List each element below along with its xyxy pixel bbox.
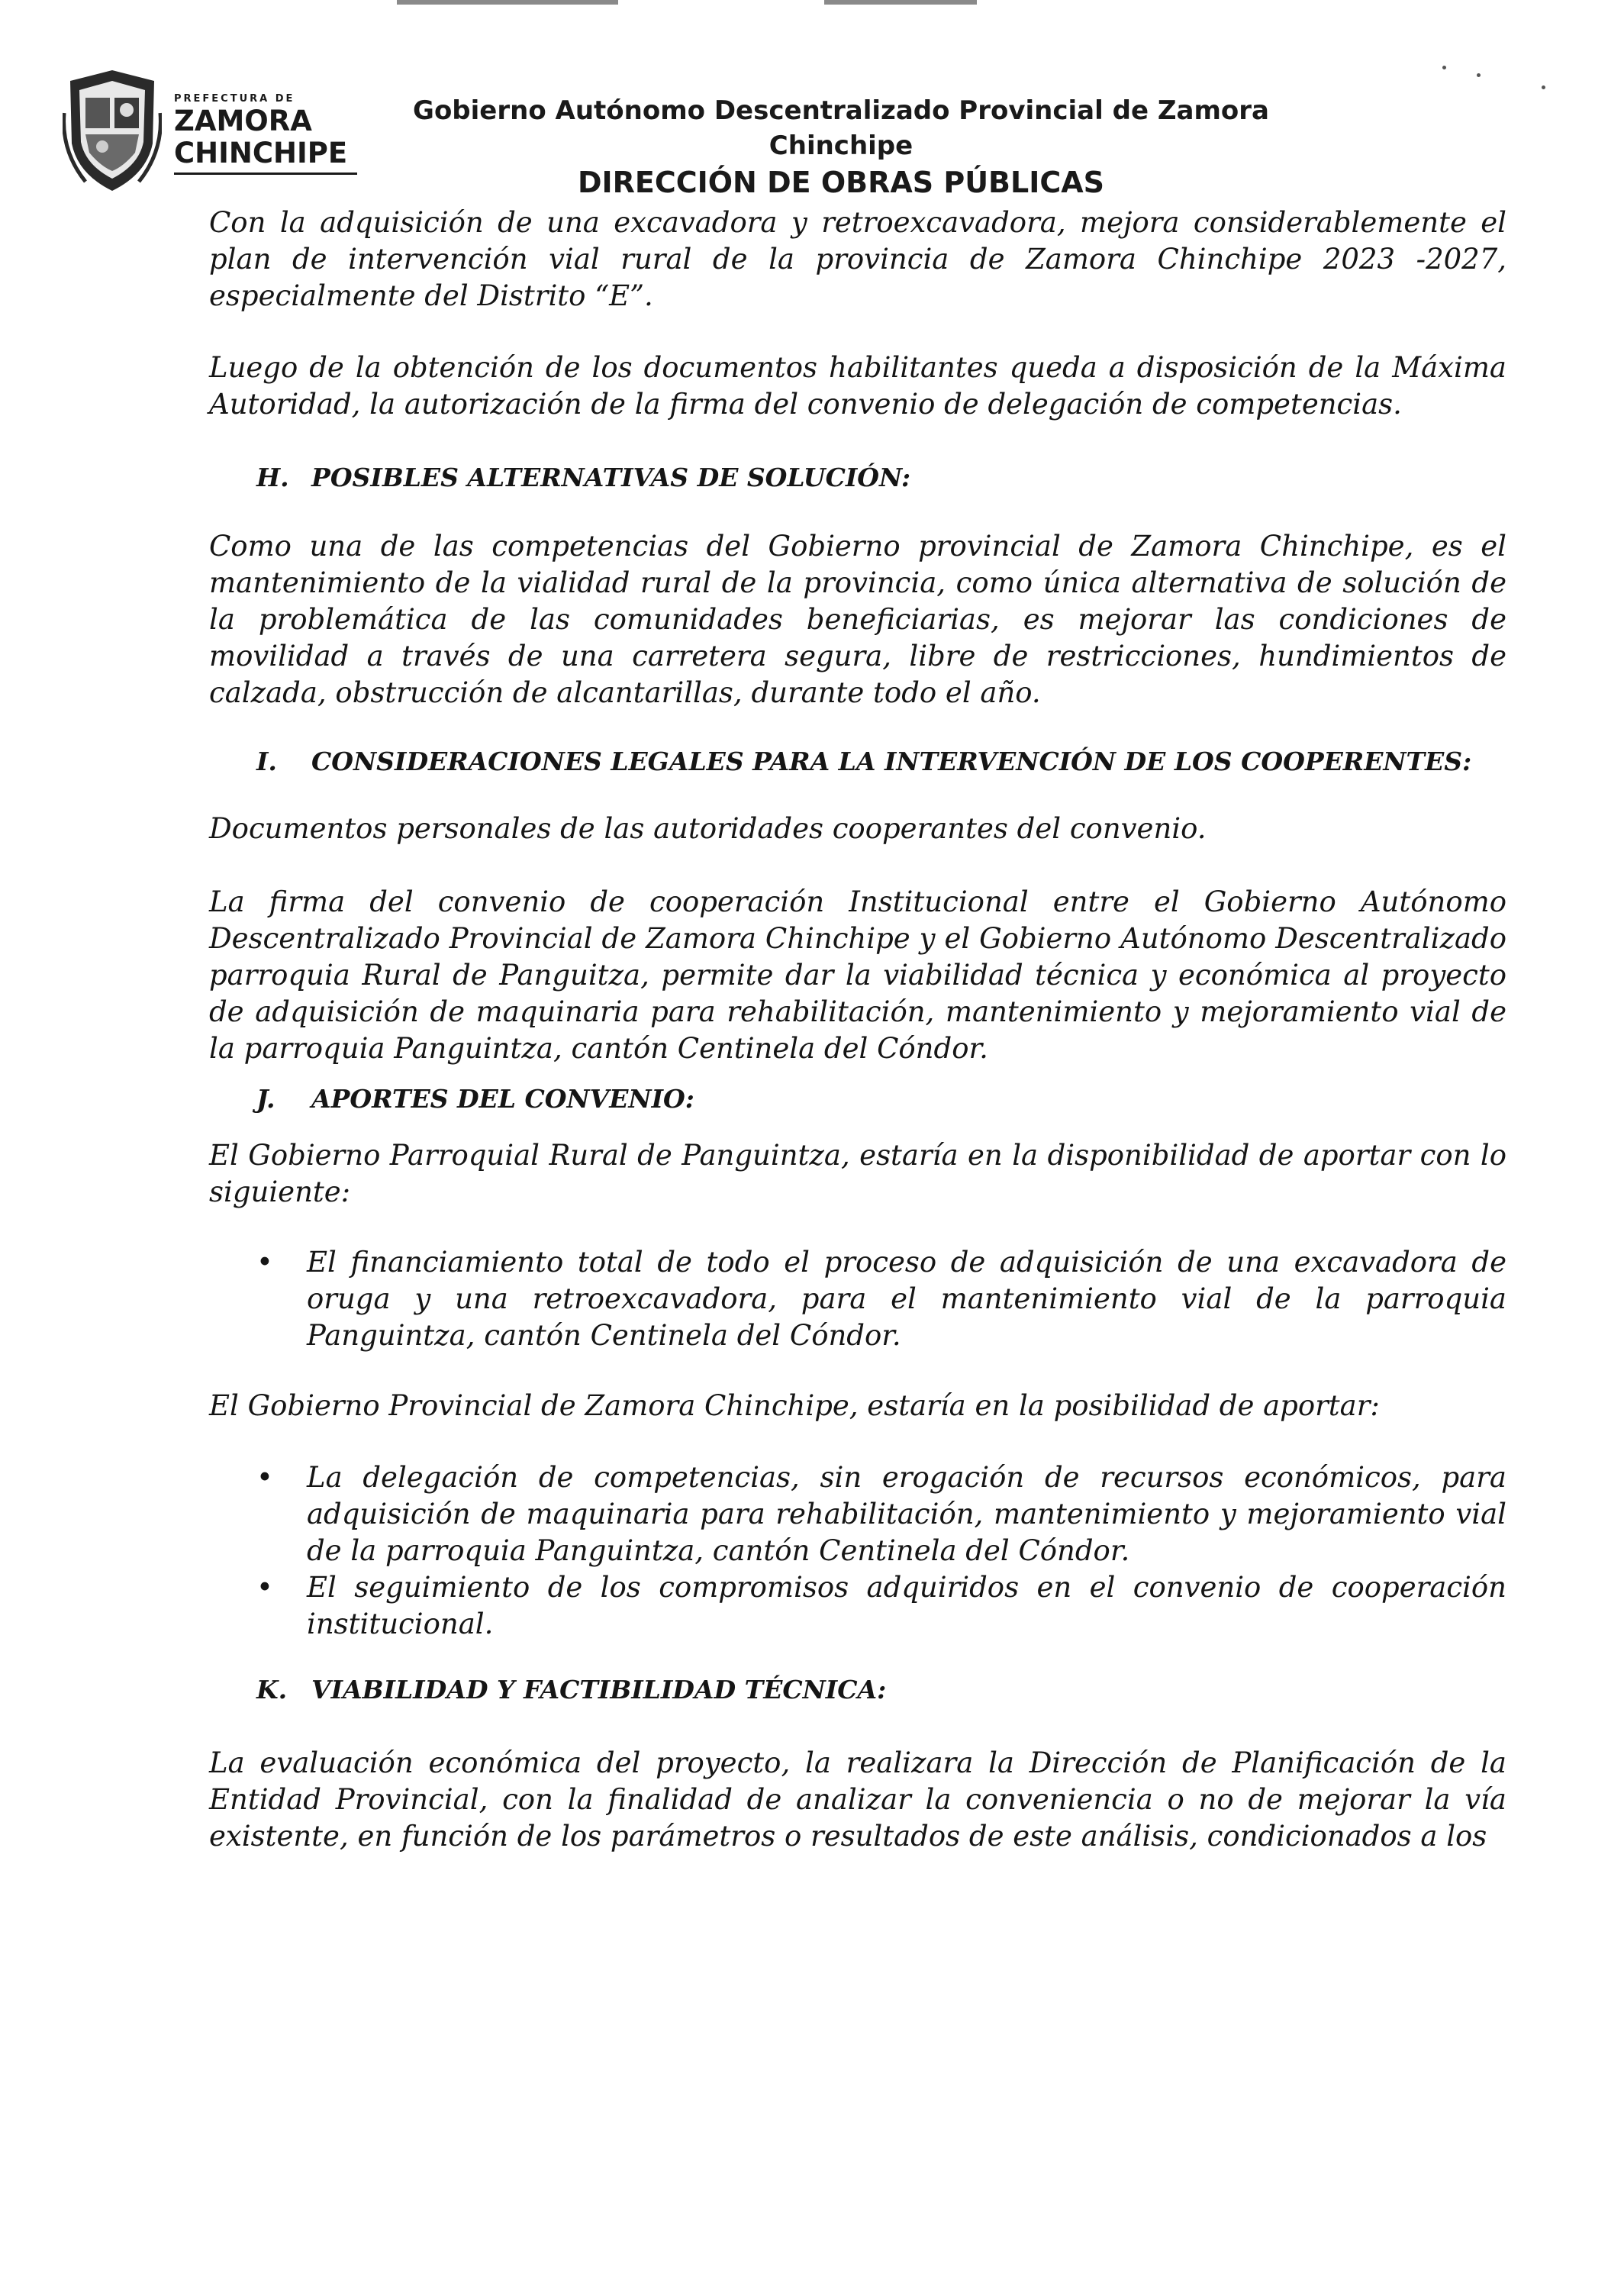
brand-line-1: ZAMORA [174, 105, 312, 137]
section-label: K. [256, 1675, 288, 1704]
paragraph: Documentos personales de las autoridades cooperantes del convenio. [209, 812, 1207, 845]
paragraph: Como una de las competencias del Gobierno provincial de Zamora Chinchipe, es el mantenimiento de la vialidad rural de la provincia, como única alternativa de solución de la problemática de las comunidades beneficiarias, es mejorar las condiciones de movilidad a través de una carretera segura, libre de restricciones, hundimientos de calzada, obstrucción de alcantarillas, durante todo el año. [209, 530, 1506, 709]
section-heading-i [209, 743, 1506, 780]
brand-underline [174, 173, 357, 175]
scan-edge-mark [824, 0, 977, 5]
section-title: CONSIDERACIONES LEGALES PARA LA INTERVENCIÓN DE LOS COOPERENTES: [311, 747, 1472, 776]
section-title: POSIBLES ALTERNATIVAS DE SOLUCIÓN: [311, 463, 911, 492]
list-item: • La delegación de competencias, sin erogación de recursos económicos, para adquisición de maquinaria para rehabilitación, mantenimiento y mejoramiento vial de la parroquia Panguintza, cantón Centinela del Cóndor. [209, 1459, 1506, 1569]
paragraph: La evaluación económica del proyecto, la realizara la Dirección de Planificación de la Entidad Provincial, con la finalidad de analizar la conveniencia o no de mejorar la vía existente, en función de los parámetros o resultados de este análisis, condicionados a los [209, 1746, 1506, 1853]
list-item: • El financiamiento total de todo el proceso de adquisición de una excavadora de oruga y una retroexcavadora, para el mantenimiento vial de la parroquia Panguintza, cantón Centinela del Cóndor. [209, 1244, 1506, 1354]
brand-small-text: PREFECTURA DE [174, 93, 295, 105]
scan-edge-mark [397, 0, 618, 5]
section-heading-j [209, 1081, 1506, 1117]
section-heading-k [209, 1672, 1506, 1708]
section-label: J. [256, 1084, 276, 1114]
section-title: VIABILIDAD Y FACTIBILIDAD TÉCNICA: [311, 1675, 887, 1704]
section-label: I. [256, 747, 277, 776]
organization-name: Gobierno Autónomo Descentralizado Provincial de Zamora Chinchipe [413, 95, 1269, 161]
paragraph: El Gobierno Parroquial Rural de Panguintza, estaría en la disponibilidad de aportar con lo siguiente: [209, 1139, 1506, 1208]
section-title: APORTES DEL CONVENIO: [311, 1084, 694, 1114]
header-titles [360, 93, 1322, 202]
paragraph: El Gobierno Provincial de Zamora Chinchipe, estaría en la posibilidad de aportar: [209, 1389, 1380, 1422]
letterhead [63, 67, 1558, 205]
section-label: H. [256, 463, 289, 492]
paragraph: La firma del convenio de cooperación Institucional entre el Gobierno Autónomo Descentralizado Provincial de Zamora Chinchipe y el Gobierno Autónomo Descentralizado parroquia Rural de Panguitza, permite dar la viabilidad técnica y económica al proyecto de adquisición de maquinaria para rehabilitación, mantenimiento y mejoramiento vial de la parroquia Panguintza, cantón Centinela del Cóndor. [209, 885, 1506, 1065]
section-heading-h [209, 460, 1506, 496]
bullet-list [209, 1244, 1506, 1354]
paragraph: Luego de la obtención de los documentos habilitantes queda a disposición de la Máxima Autoridad, la autorización de la firma del convenio de delegación de competencias. [209, 351, 1506, 421]
prefecture-shield-logo [63, 67, 162, 197]
bullet-list [209, 1459, 1506, 1643]
department-name: DIRECCIÓN DE OBRAS PÚBLICAS [577, 166, 1105, 199]
brand-line-2: CHINCHIPE [174, 137, 348, 169]
document-body [209, 205, 1506, 1855]
list-item: • El seguimiento de los compromisos adquiridos en el convenio de cooperación institucional. [209, 1569, 1506, 1643]
paragraph: Con la adquisición de una excavadora y retroexcavadora, mejora considerablemente el plan de intervención vial rural de la provincia de Zamora Chinchipe 2023 -2027, especialmente del Distrito “E”. [209, 206, 1506, 312]
